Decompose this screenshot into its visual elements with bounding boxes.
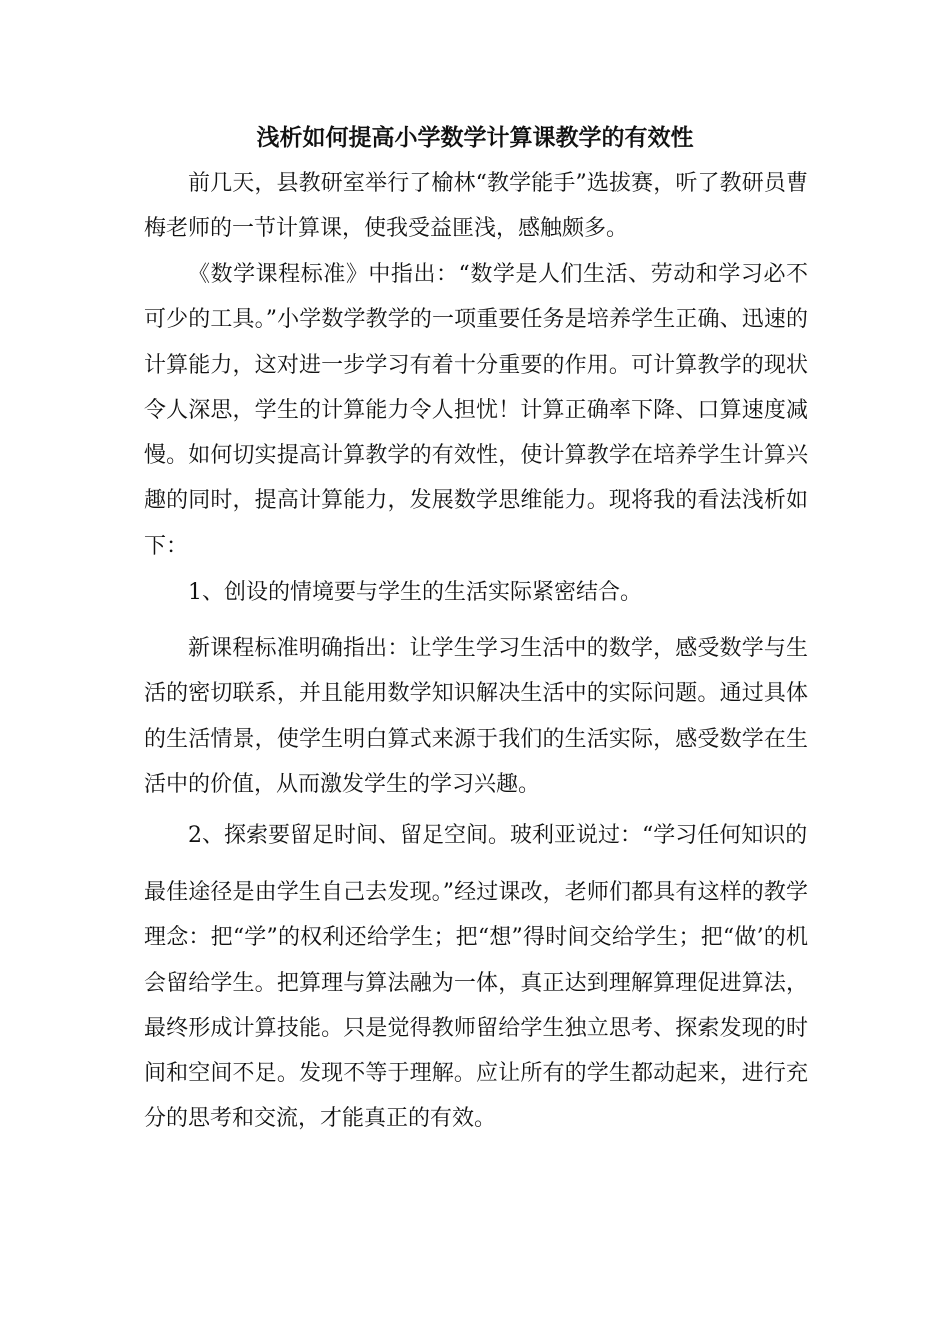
document-title: 浅析如何提高小学数学计算课教学的有效性	[256, 124, 694, 151]
section-heading-2: 2、探索要留足时间、留足空间。玻利亚说过：“学习任何知识的	[188, 823, 808, 848]
section-heading-1: 1、创设的情境要与学生的生活实际紧密结合。	[188, 580, 642, 605]
paragraph-section-2: 最佳途径是由学生自己去发现。”经过课改，老师们都具有这样的教学理念：把“学”的权利还给学生；把“想”得时间交给学生；把“做’的机会留给学生。把算理与算法融为一体，真正达到理解算理促进算法，最终形成计算技能。只是觉得教师留给学生独立思考、探索发现的时间和空间不足。发现不等于理解。应让所有的学生都动起来，进行充分的思考和交流，才能真正的有效。	[144, 880, 808, 1132]
paragraph-section-1: 新课程标准明确指出：让学生学习生活中的数学，感受数学与生活的密切联系，并且能用数学知识解决生活中的实际问题。通过具体的生活情景，使学生明白算式来源于我们的生活实际，感受数学在生活中的价值，从而激发学生的学习兴趣。	[144, 636, 808, 797]
paragraph-curriculum-standard: 《数学课程标准》中指出：“数学是人们生活、劳动和学习必不可少的工具。”小学数学教学的一项重要任务是培养学生正确、迅速的计算能力，这对进一步学习有着十分重要的作用。可计算教学的现状令人深思，学生的计算能力令人担忧！计算正确率下降、口算速度减慢。如何切实提高计算教学的有效性，使计算教学在培养学生计算兴趣的同时，提高计算能力，发展数学思维能力。现将我的看法浅析如下：	[144, 262, 808, 559]
paragraph-intro: 前几天，县教研室举行了榆林“教学能手”选拔赛，听了教研员曹梅老师的一节计算课，使我受益匪浅，感触颇多。	[144, 171, 808, 242]
